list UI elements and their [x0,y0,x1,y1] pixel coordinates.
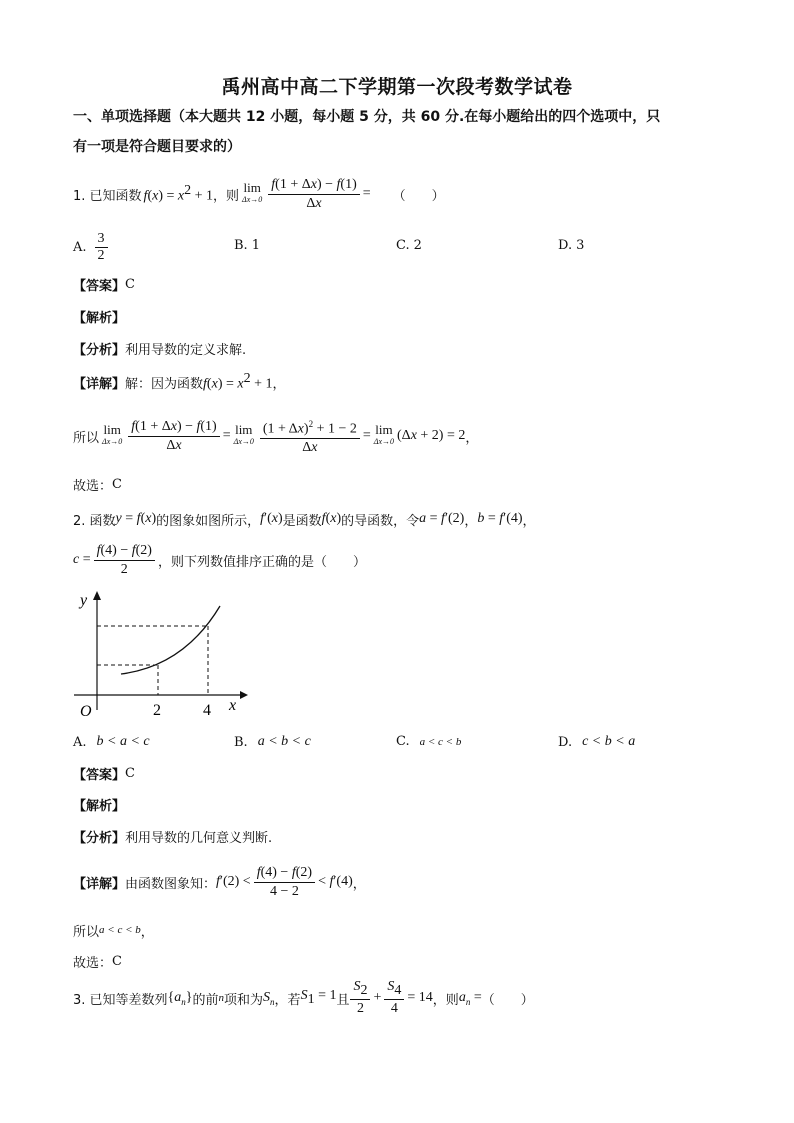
section-heading-line-2: 有一项是符合题目要求的） [73,139,241,155]
q1-limit-fraction: $\frac{f(1 + \Delta x) - f(1)}{\Delta x}$ [268,177,359,212]
section-heading-line-1: 一、单项选择题（本大题共 12 小题，每小题 5 分，共 60 分.在每小题给出的四个选项中，只 [73,109,661,125]
x-axis-arrow [240,691,248,699]
q1-detail-function: $f(x) = x^2 + 1$ [203,371,273,392]
q2-detail-row: 【详解】 由函数图象知： f′(2) < $\frac{f(4) - f(2)}{4 - 2}$ < f′(4) ， [73,864,366,899]
q2-answer-row: 【答案】 C [73,765,135,783]
q2-answer: C [125,765,135,781]
q1-answer-row [73,274,135,294]
q1-option-d: D. 3 [558,238,585,253]
q3-sequence: $\{a_n\}$ [167,989,193,1007]
tick-label-4: 4 [203,702,211,719]
q1-blank: （ ） [392,188,445,204]
q2-fenxi-row: 【分析】 利用导数的几何意义判断. [73,826,272,846]
origin-label: O [80,703,92,720]
q2-fenxi-text: 利用导数的几何意义判断. [125,830,273,846]
q2-analysis-label: 【解析】 [73,798,126,814]
q1-choice: C [112,476,122,492]
q2-option-b: B. a < b < c [234,734,311,750]
q1-analysis-label: 【解析】 [73,310,126,326]
y-axis-label: y [80,592,88,609]
q2-stem-line-2: c = $\frac{f(4) - f(2)}{2}$ ，则下列数值排序正确的是（ ） [73,542,366,577]
q1-fenxi-row: 【分析】 利用导数的定义求解. [73,338,246,358]
q2-choice-row: 故选： C [73,953,122,971]
q1-function: $f(x) = x^2 + 1$ [143,183,214,204]
x-axis-label: x [229,697,237,714]
q2-function: y = f(x) [115,511,157,526]
q1-option-b: B. 1 [234,238,260,253]
q1-derivation: 所以 lim Δx→0 $\frac{f(1 + \Delta x) - f(1)}{\Delta x}$ = lim Δx→0 $\frac{(1 + \Delta x)^2 + 1 - 2}{\Delta x}$ = lim Δx→0 (Δx + 2) = 2 ， [73,412,478,460]
q3-stem: 3. 已知等差数列 $\{a_n\}$ 的前 n 项和为 $S_n$ ，若 $S_1 = 1$ 且 $\frac{S_2}{2}$ + $\frac{S_4}{4}$ = 14 ，则 $a_n$ = （ ） [73,978,534,1017]
q1-prefix: 1. 已知函数 [73,188,142,204]
page-title: 禹州高中高二下学期第一次段考数学试卷 [221,76,573,98]
q1-comma: ，则 [213,188,240,204]
q1-option-a: A. $\frac{3}{2}$ [73,232,111,263]
q1-fenxi-text: 利用导数的定义求解. [125,342,247,358]
q1-limit: lim Δx→0 [242,180,263,204]
q2-option-d: D. c < b < a [558,734,636,750]
q2-option-a: A. b < a < c [73,734,150,750]
q2-stem-line-1: 2. 函数 y = f(x) 的图象如图所示， f′(x) 是函数 f(x) 的导函数，令 a = f′(2) ， b = f′(4) ， [73,511,536,529]
q1-detail-text: 解：因为函数 [125,376,204,392]
q2-option-c: C. a < c < b [396,734,462,749]
function-curve [121,606,220,674]
q1-choice-row: 故选： C [73,476,122,494]
q2-choice: C [112,953,122,969]
q2-so-row: 所以 a < c < b ， [73,924,154,940]
q1-answer: C [125,276,135,292]
q1-options [73,232,733,262]
q1-detail-row: 【详解】 解：因为函数 $f(x) = x^2 + 1$ ， [73,371,286,392]
q2-so-expr: a < c < b [99,924,141,936]
q2-graph [72,588,252,720]
answer-label: 【答案】 [73,278,126,294]
q1-option-c: C. 2 [396,238,422,253]
section-heading [73,102,733,162]
q2-options [73,728,733,758]
tick-label-2: 2 [153,702,161,719]
y-axis-arrow [93,591,101,600]
q1-stem: 1. 已知函数 $f(x) = x^2 + 1$ ，则 lim Δx→0 $\frac{f(1 + \Delta x) - f(1)}{\Delta x}$ = （ ） [73,176,445,211]
